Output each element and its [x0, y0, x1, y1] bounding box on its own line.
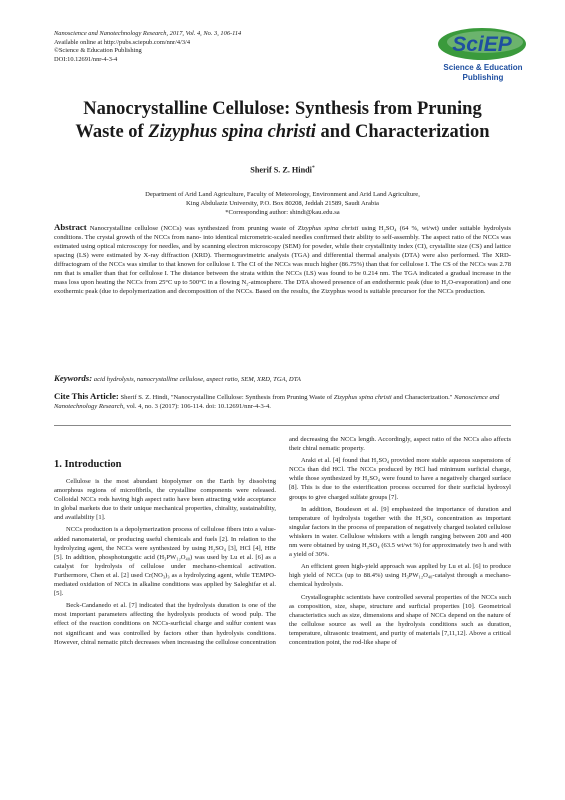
- journal-doi[interactable]: DOI:10.12691/nnr-4-3-4: [54, 55, 118, 63]
- affiliation-line-1: Department of Arid Land Agriculture, Faculty of Meteorology, Environment and Arid Land Agriculture,: [145, 191, 420, 198]
- publisher-copyright: ©Science & Education Publishing: [54, 47, 142, 55]
- article-title: [54, 98, 511, 144]
- paragraph: Cellulose is the most abundant biopolymer on the Earth by dissolving amorphous regions of microfibrils, the crystalline components were released. Colloidal NCCs rods having high aspect ratio have been attracting wide acceptance in global markets due to their unique mechanical properties, chirality, sustainability, and availability [1].: [54, 478, 276, 522]
- author-name: Sherif S. Z. Hindi: [250, 165, 312, 175]
- cite-text-cont: and Characterization.": [391, 394, 455, 401]
- author-line: [54, 165, 511, 175]
- paragraph: Crystallographic scientists have controlled several properties of the NCCs such as composition, size, shape, structure and surficial properties [10]. Geometrical characteristics such as size, dimensions and shape of NCCs depend on the nature of the cellulose source as well as the hydrolysis conditions such as duration, temperature, ultrasonic treatment, and purity of materials [7,11,12]. Above a critical concentration point, the rod-like shape of: [289, 593, 511, 646]
- paragraph: An efficient green high-yield approach was applied by Lu et al. [6] to produce high yield of NCCs (up to 88.4%) using H₃PW₁₂O₄₀-catalyst through a mechano-chemical hydrolysis.: [289, 563, 511, 589]
- cite-text: Sherif S. Z. Hindi, "Nanocrystalline Cellulose: Synthesis from Pruning Waste of: [118, 394, 334, 401]
- corresponding-email[interactable]: *Corresponding author: shindi@kau.edu.sa: [225, 209, 340, 217]
- logo-mark: SciEP: [452, 33, 512, 56]
- section-divider: [54, 425, 511, 426]
- abstract-label: Abstract: [54, 222, 87, 232]
- title-line-2: [54, 121, 511, 144]
- title-text: Waste of: [75, 122, 149, 142]
- left-column: [54, 477, 276, 650]
- cite-text-end[interactable]: , vol. 4, no. 3 (2017): 106-114. doi: 10.12691/nnr-4-3-4.: [123, 403, 271, 411]
- title-species: Zizyphus spina christi: [148, 122, 316, 142]
- abstract-species: Zizyphus spina christi: [297, 225, 359, 232]
- journal-url[interactable]: Available online at http://pubs.sciepub.com/nnr/4/3/4: [54, 38, 191, 46]
- keywords-text: acid hydrolysis, nanocrystalline cellulose, aspect ratio, SEM, XRD, TGA, DTA: [92, 376, 301, 383]
- abstract-text: Nanocrystalline cellulose (NCCs) was synthesized from pruning waste of: [86, 225, 298, 232]
- affiliation: [54, 190, 511, 218]
- section-heading: 1. Introduction: [54, 459, 122, 470]
- paragraph: Araki et al. [4] found that H₂SO₄ provided more stable aqueous suspensions of NCCs than did HCl. The NCCs produced by HCl had minimum surficial charge, while those synthesized by H₂SO₄ were found to have a negatively charged surface [8]. This is due to the esterification process occurred for their surficial hydroxyl groups to give charged sulfate groups [7].: [289, 457, 511, 501]
- cite-species: Zizyphus spina christi: [333, 394, 392, 401]
- journal-header: [54, 30, 414, 64]
- corresponding-mark: *: [311, 165, 315, 171]
- paragraph: and decreasing the NCCs length. Accordingly, aspect ratio of the NCCs also affects their chiral nematic property.: [289, 436, 511, 453]
- paragraph: In addition, Boudeson et al. [9] emphasized the importance of duration and temperature of hydrolysis together with the H₂SO₄ concentration as important singular factors in the process of preparation of negatively charged isolated cellulose whiskers in water. Cellulose whiskers with a length ranging between 200 and 400 nm were obtained by using H₂SO₄ (63.5 wt/wt %) for approximately two h and with a yield of 30%.: [289, 505, 511, 559]
- logo-sub-1: Science & Education: [443, 63, 523, 72]
- abstract: [54, 223, 511, 296]
- paragraph: NCCs production is a depolymerization process of cellulose fibers into a value-added nanomaterial, or producing useful chemicals and fuels [2]. In relation to the hydrolyzing agent, the NCCs were synthesized by using H₂SO₄ [3], HCl [4], HBr [5]. In addition, phosphotungstic acid (H₃PW₁₂O₄₀) was used by Lu et al. [6] as a catalyst for hydrolysis of cellulose under mechano-chemical activation. Furthermore, Chen et al. [2] used Cr(NO₃)₃ as a hydrolyzing agent, while TEMPO-mediated oxidation of NCCs in alkaline conditions was applied by Saleghifar et al. [5].: [54, 526, 276, 598]
- cite-journal: Nanoscience and Nanotechnology Research: [54, 394, 500, 411]
- sciep-logo: [436, 24, 530, 84]
- title-text-end: and Characterization: [315, 122, 490, 142]
- logo-sub-2: Publishing: [462, 73, 504, 82]
- keywords-label: Keywords:: [54, 373, 93, 383]
- cite-this-article: [54, 392, 511, 411]
- paragraph: Beck-Candanedo et al. [7] indicated that the hydrolysis duration is one of the most important parameters affecting the hydrolysis products of wood pulp. The effect of the reaction conditions on NCCs-surficial charge and sulfur content was not significant and was controlled by factors other than hydrolysis conditions. However, chiral nematic pitch decreases when increasing the cellulose concentration: [54, 602, 276, 646]
- affiliation-line-2: King Abdulaziz University, P.O. Box 80208, Jeddah 21589, Saudi Arabia: [186, 200, 379, 208]
- journal-citation: Nanoscience and Nanotechnology Research, 2017, Vol. 4, No. 3, 106-114: [54, 30, 242, 37]
- cite-label: Cite This Article:: [54, 391, 119, 401]
- abstract-text-cont: using H₂SO₄ (64 %, wt/wt) under suitable hydrolysis conditions. The crystal growth of the NCCs from nano- into identical micrometric-scaled needles confirmed their ability to self-assembly. The aspect ratio of the NCCs was estimated using optical microscopy for needles, and by scanning electron microscopy (SEM) for powder, while their crystallinity index (CI), crystallite size (CS) and lattice spacing (LS) were estimated by X-ray diffraction (XRD). Thermogravimetric analysis (TGA) and differential thermal analysis (DTA) were also performed. The XRD-diffractogram of the NCCs was similar to that known for cellulose I. The CI of the NCCs was much higher (86.75%) than that for cellulose I. The CS of the NCCs was 2.78 nm that is smaller than that for cellulose I. The distance between the strata within the NCCs (LS) was found to be 0.214 nm. The TGA indicated a gradual increase in the mass loss upon heating the NCCs from 25°C up to 500°C in a flowing N₂-atmosphere. The DTA showed presence of an endothermic peak (due to H₂O-evaporation) and one exothermic peak (due to depolymerization and decomposition of the NCCs. Based on the results, the Zizyphus wood is suitable precursor for the NCCs production.: [54, 225, 511, 296]
- keywords: [54, 373, 511, 383]
- right-column: [289, 435, 511, 650]
- title-line-1: Nanocrystalline Cellulose: Synthesis from Pruning: [83, 99, 482, 119]
